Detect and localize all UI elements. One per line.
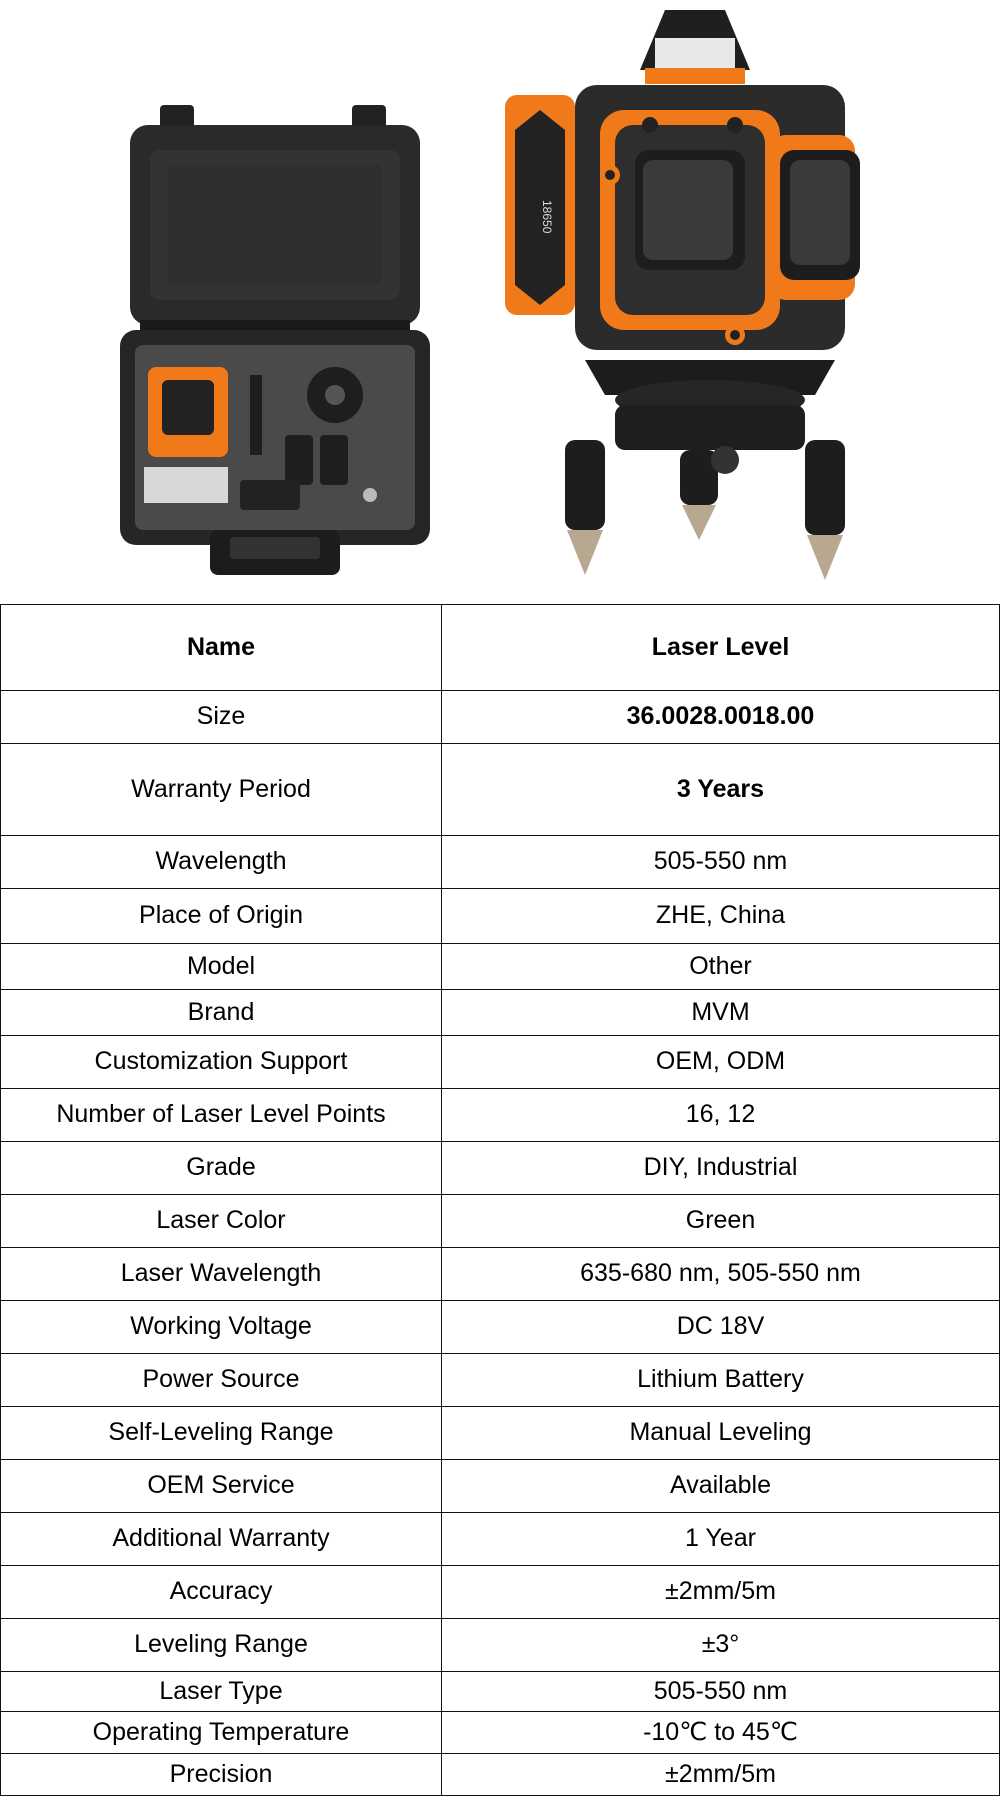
row-value: ±2mm/5m: [442, 1754, 1000, 1796]
row-value: 505-550 nm: [442, 1672, 1000, 1712]
row-value: Lithium Battery: [442, 1354, 1000, 1407]
row-label: Customization Support: [1, 1036, 442, 1089]
table-row: [1, 1672, 1000, 1712]
table-row: [1, 1036, 1000, 1089]
row-label: Model: [1, 944, 442, 990]
row-label: Size: [1, 691, 442, 744]
row-label: Accuracy: [1, 1566, 442, 1619]
row-label: Power Source: [1, 1354, 442, 1407]
row-label: Laser Type: [1, 1672, 442, 1712]
row-value: ±2mm/5m: [442, 1566, 1000, 1619]
table-row: [1, 1619, 1000, 1672]
row-label: Number of Laser Level Points: [1, 1089, 442, 1142]
row-label: Leveling Range: [1, 1619, 442, 1672]
carrying-case-image: [120, 105, 430, 580]
table-row: [1, 1354, 1000, 1407]
table-row: [1, 1301, 1000, 1354]
table-row: [1, 1460, 1000, 1513]
spec-table: [0, 604, 1000, 1796]
row-value: Manual Leveling: [442, 1407, 1000, 1460]
table-row: [1, 944, 1000, 990]
row-label: Precision: [1, 1754, 442, 1796]
row-label: Warranty Period: [1, 744, 442, 836]
battery-label: 18650: [540, 200, 554, 234]
row-label: Place of Origin: [1, 889, 442, 944]
row-label: Laser Wavelength: [1, 1248, 442, 1301]
row-value: Other: [442, 944, 1000, 990]
row-label: Wavelength: [1, 836, 442, 889]
table-row: [1, 1754, 1000, 1796]
row-label: OEM Service: [1, 1460, 442, 1513]
table-row: [1, 990, 1000, 1036]
row-value: 36.0028.0018.00: [442, 691, 1000, 744]
row-value: 1 Year: [442, 1513, 1000, 1566]
row-label: Grade: [1, 1142, 442, 1195]
row-value: 505-550 nm: [442, 836, 1000, 889]
table-row: [1, 889, 1000, 944]
table-row: [1, 691, 1000, 744]
laser-level-image: [505, 0, 895, 590]
row-label: Additional Warranty: [1, 1513, 442, 1566]
row-value: DC 18V: [442, 1301, 1000, 1354]
product-photos: [0, 0, 1000, 600]
row-value: ZHE, China: [442, 889, 1000, 944]
table-row: [1, 744, 1000, 836]
table-row: [1, 1407, 1000, 1460]
table-row: [1, 836, 1000, 889]
table-row: [1, 1712, 1000, 1754]
row-value: Green: [442, 1195, 1000, 1248]
row-value: OEM, ODM: [442, 1036, 1000, 1089]
table-row: [1, 1566, 1000, 1619]
row-label: Brand: [1, 990, 442, 1036]
row-value: DIY, Industrial: [442, 1142, 1000, 1195]
table-row: [1, 1089, 1000, 1142]
table-row: [1, 1513, 1000, 1566]
row-value: MVM: [442, 990, 1000, 1036]
row-value: -10℃ to 45℃: [442, 1712, 1000, 1754]
row-label: Working Voltage: [1, 1301, 442, 1354]
row-value: Available: [442, 1460, 1000, 1513]
row-value: 16, 12: [442, 1089, 1000, 1142]
row-label: Operating Temperature: [1, 1712, 442, 1754]
table-row: [1, 1195, 1000, 1248]
row-value: 635-680 nm, 505-550 nm: [442, 1248, 1000, 1301]
table-header-row: [1, 605, 1000, 691]
row-label: Laser Color: [1, 1195, 442, 1248]
header-value: Laser Level: [442, 605, 1000, 691]
row-value: ±3°: [442, 1619, 1000, 1672]
table-row: [1, 1248, 1000, 1301]
table-row: [1, 1142, 1000, 1195]
row-value: 3 Years: [442, 744, 1000, 836]
header-label: Name: [1, 605, 442, 691]
row-label: Self-Leveling Range: [1, 1407, 442, 1460]
